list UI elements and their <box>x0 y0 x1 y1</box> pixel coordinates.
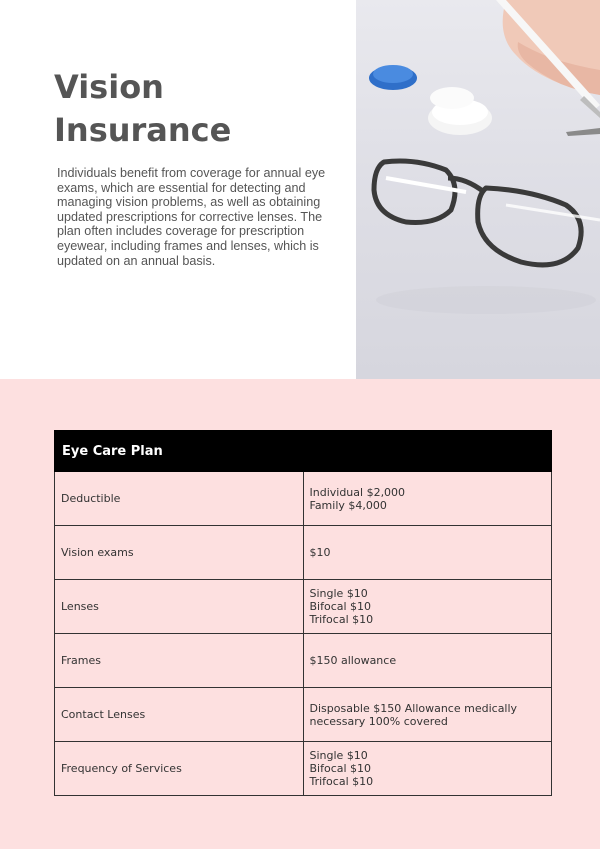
value-line: Bifocal $10 <box>309 762 372 775</box>
eye-care-plan-table <box>54 430 552 796</box>
row-value <box>303 472 552 526</box>
value-line: Family $4,000 <box>309 498 387 512</box>
row-label: Contact Lenses <box>55 688 304 742</box>
value-line: Disposable $150 Allowance medically necessary 100% covered <box>309 701 518 728</box>
value-line: Bifocal $10 <box>309 600 372 613</box>
value-line: $150 allowance <box>309 654 397 667</box>
value-line: $10 <box>309 546 331 559</box>
row-label: Deductible <box>55 472 304 526</box>
eyeglasses-photo <box>356 0 600 379</box>
row-value <box>303 580 552 634</box>
value-line: Single $10 <box>309 749 368 762</box>
intro-paragraph: Individuals benefit from coverage for annual eye exams, which are essential for detecting and managing vision problems, as well as obtaining updated prescriptions for corrective lenses. The plan often includes coverage for prescription eyewear, including frames and lenses, which is updated on an annual basis. <box>57 166 326 268</box>
table-header-row <box>55 431 552 472</box>
row-label: Lenses <box>55 580 304 634</box>
row-label: Frames <box>55 634 304 688</box>
row-label: Frequency of Services <box>55 742 304 796</box>
table-row <box>55 688 552 742</box>
table-row <box>55 742 552 796</box>
row-value <box>303 526 552 580</box>
row-value <box>303 634 552 688</box>
page-title: Vision Insurance <box>54 68 232 149</box>
value-line: Trifocal $10 <box>309 775 374 788</box>
row-value <box>303 742 552 796</box>
table-row <box>55 580 552 634</box>
value-line: Trifocal $10 <box>309 613 374 626</box>
table-row <box>55 526 552 580</box>
table-heading: Eye Care Plan <box>55 431 552 472</box>
value-line: Individual $2,000 <box>309 485 406 499</box>
row-label: Vision exams <box>55 526 304 580</box>
table-row <box>55 634 552 688</box>
row-value <box>303 688 552 742</box>
value-line: Single $10 <box>309 587 368 600</box>
table-row <box>55 472 552 526</box>
